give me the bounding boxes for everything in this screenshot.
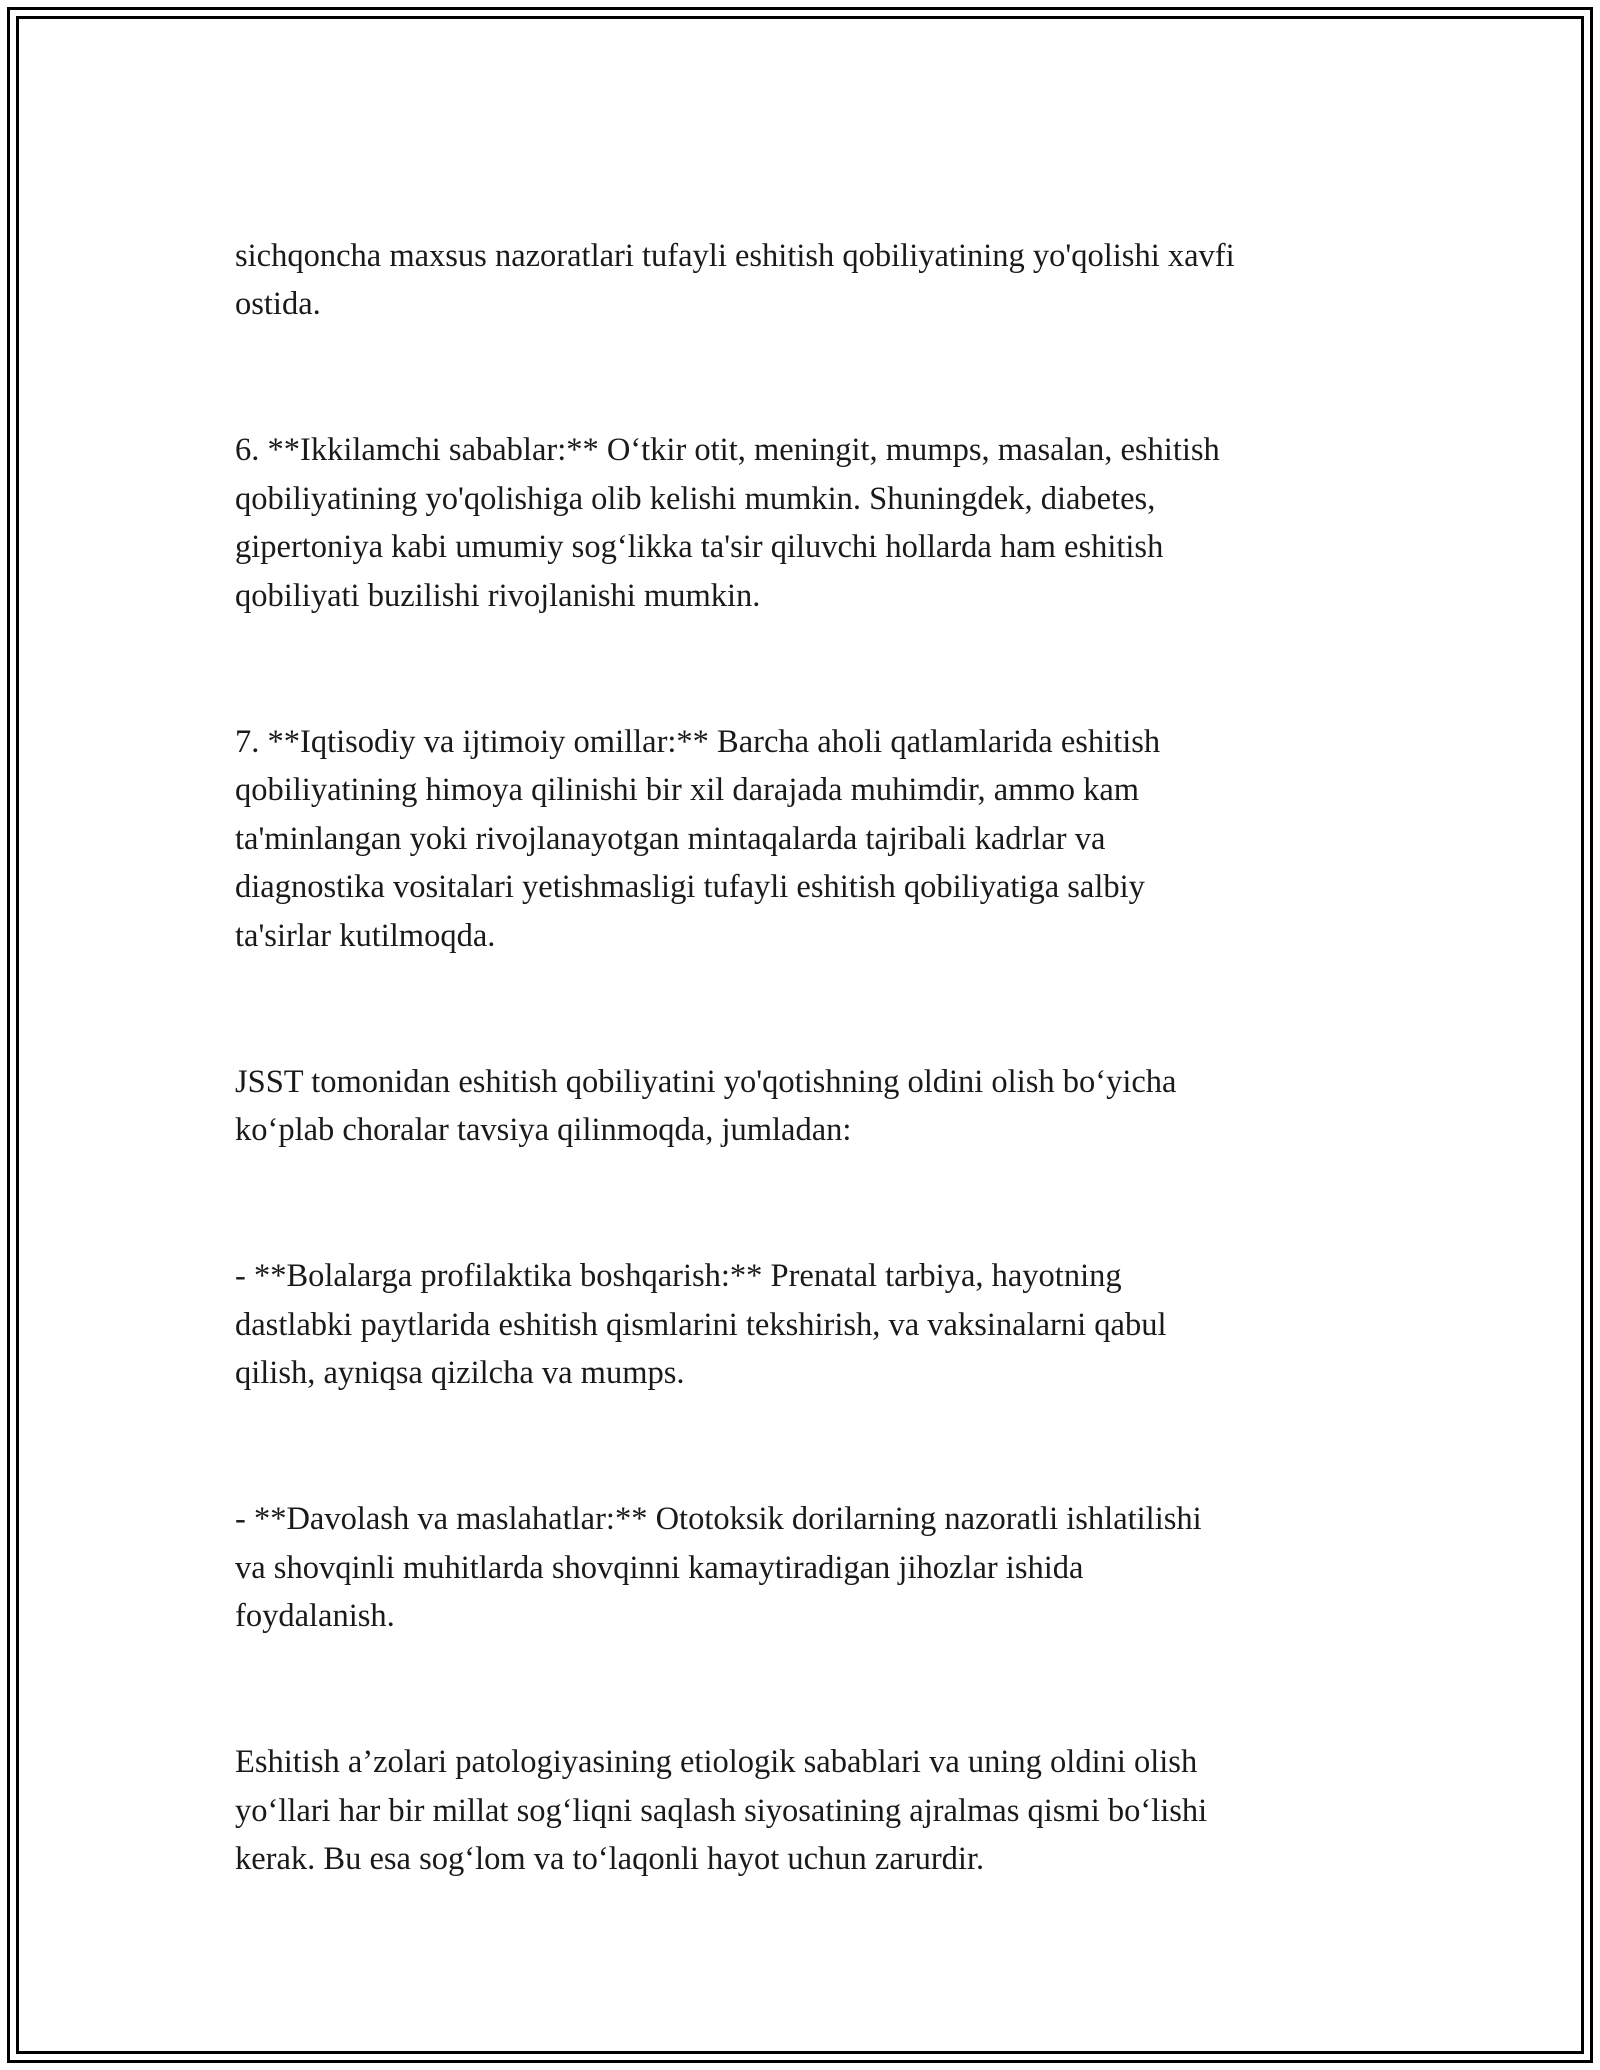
paragraph-child-prevention: - **Bolalarga profilaktika boshqarish:** Prenatal tarbiya, hayotning dastlabki paytlarida eshitish qismlarini tekshirish, va vaksinalarni qabul qilish, ayniqsa qizilcha va mumps. <box>235 1258 1167 1392</box>
paragraph-who-recommendations: JSST tomonidan eshitish qobiliyatini yo'qotishning oldini olish bo‘yicha ko‘plab choralar tavsiya qilinmoqda, jumladan: <box>235 1063 1177 1149</box>
paragraph-socioeconomic-factors: 7. **Iqtisodiy va ijtimoiy omillar:** Barcha aholi qatlamlarida eshitish qobiliyatining himoya qilinishi bir xil darajada muhimdir, ammo kam ta'minlangan yoki rivojlanayotgan mintaqalarda tajribali kadrlar va diagnostika vositalari yetishmasligi tufayli eshitish qobiliyatiga salbiy ta'sirlar kutilmoqda. <box>235 723 1161 954</box>
paragraph-treatment-advice: - **Davolash va maslahatlar:** Ototoksik dorilarning nazoratli ishlatilishi va shovqinli muhitlarda shovqinni kamaytiradigan jihozlar ishida foydalanish. <box>235 1501 1202 1635</box>
paragraph-secondary-causes: 6. **Ikkilamchi sabablar:** O‘tkir otit, meningit, mumps, masalan, eshitish qobiliyatining yo'qolishiga olib kelishi mumkin. Shuningdek, diabetes, gipertoniya kabi umumiy sog‘likka ta'sir qiluvchi hollarda ham eshitish qobiliyati buzilishi rivojlanishi mumkin. <box>235 431 1220 614</box>
paragraph-continuation: sichqoncha maxsus nazoratlari tufayli eshitish qobiliyatining yo'qolishi xavfi ostida. <box>235 237 1235 323</box>
document-body <box>235 183 1385 1932</box>
paragraph-conclusion: Eshitish a’zolari patologiyasining etiologik sabablari va uning oldini olish yo‘llari har bir millat sog‘liqni saqlash siyosatining ajralmas qismi bo‘lishi kerak. Bu esa sog‘lom va to‘laqonli hayot uchun zarurdir. <box>235 1744 1208 1878</box>
